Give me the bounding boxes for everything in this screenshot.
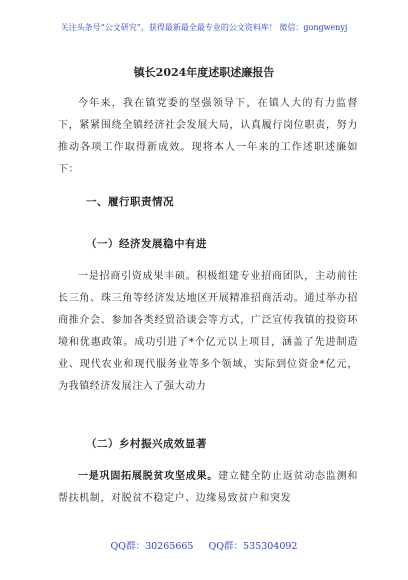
subsection-heading-rural: （二）乡村振兴成效显著 [86,438,207,450]
header-promo-note: 关注头条号“公文研究”，获得最新最全最专业的公文资料库！ 微信：gongwenyj [60,23,348,32]
economy-paragraph: 一是招商引资成果丰硕。积极组建专业招商团队，主动前往长三角、珠三角等经济发达地区开展精准招商活动。通过举办招商推介会、参加各类经贸洽谈会等方式，广泛宣传我镇的投资环境和优惠政策。成功引进了*个亿元以上项目，涵盖了先进制造业、现代农业和现代服务业等多个领域，实际到位资金*亿元，为我镇经济发展注入了强大动力 [58,271,358,392]
subsection-heading-economy: （一）经济发展稳中有进 [86,238,207,250]
rural-paragraph-lead: 一是巩固拓展脱贫攻坚成果。 [78,471,219,482]
document-title: 镇长2024年度述职述廉报告 [133,66,275,79]
section-heading-duties: 一、履行职责情况 [86,196,174,208]
rural-paragraph-body: 建立健全防止返贫动态监测和帮扶机制，对脱贫不稳定户、边缘易致贫户和突发 [58,471,358,504]
rural-paragraph [58,466,358,510]
footer-qq-group-1: QQ群：30265665 [110,541,194,552]
footer-contact [0,538,408,552]
footer-qq-group-2: QQ群：535304092 [208,541,298,552]
intro-paragraph: 今年来，我在镇党委的坚强领导下，在镇人大的有力监督下，紧紧围绕全镇经济社会发展大局，认真履行岗位职责，努力推动各项工作取得新成效。现将本人一年来的工作述职述廉如下： [58,98,358,175]
